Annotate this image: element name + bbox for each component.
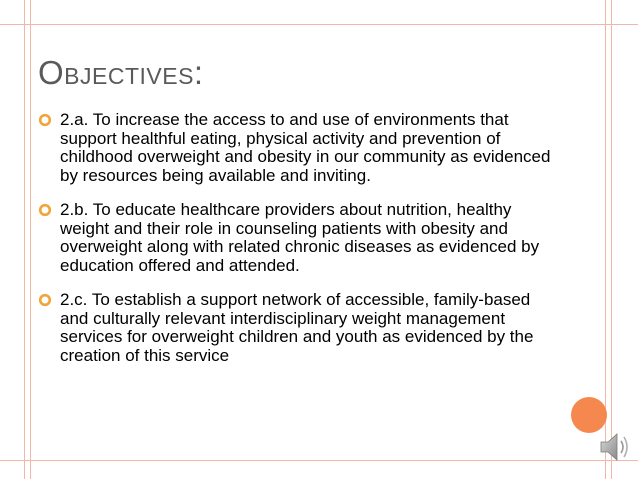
- bullet-text: 2.b. To educate healthcare providers about nutrition, healthy weight and their role in counseling patients with obesity and overweight along with related chronic diseases as evidenced by education offered and attended.: [60, 200, 540, 275]
- bullet-ring-icon: [38, 203, 52, 217]
- bullet-text: 2.a. To increase the access to and use of environments that support healthful eating, physical activity and prevention of childhood overweight and obesity in our community as evidenced by resources being available and inviting.: [60, 110, 551, 185]
- bullet-list: [38, 111, 558, 365]
- speaker-icon[interactable]: [598, 427, 634, 467]
- frame-line-right-outer: [611, 0, 612, 479]
- bullet-ring-icon: [38, 293, 52, 307]
- frame-line-left-outer: [24, 0, 25, 479]
- bullet-ring-icon: [38, 113, 52, 127]
- frame-line-bottom: [0, 460, 638, 461]
- frame-line-left-inner: [30, 0, 31, 479]
- bullet-item: [38, 111, 558, 185]
- bullet-text: 2.c. To establish a support network of accessible, family-based and culturally relevant interdisciplinary weight management services for overweight children and youth as evidenced by the creation of this service: [60, 290, 534, 365]
- bullet-item: [38, 291, 558, 365]
- bullet-item: [38, 201, 558, 275]
- frame-line-top: [0, 24, 638, 25]
- slide-title: Objectives:: [38, 54, 204, 91]
